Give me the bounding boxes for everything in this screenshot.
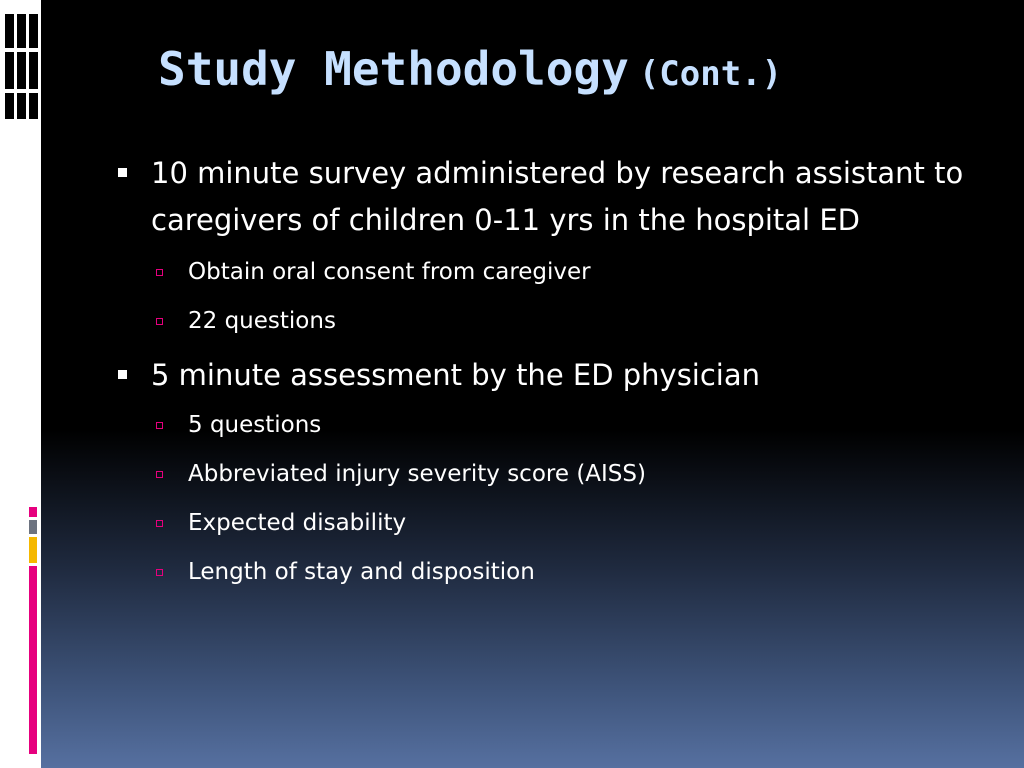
decorative-left-strip <box>0 0 41 768</box>
window-pane-decoration <box>17 52 26 89</box>
sub-bullet-text: 5 questions <box>188 412 322 438</box>
window-pane-decoration <box>5 52 14 89</box>
sub-bullet-square-icon <box>156 318 163 325</box>
bullet-list <box>118 150 978 597</box>
sub-bullet-text: Abbreviated injury severity score (AISS) <box>188 461 646 487</box>
sub-bullet-item <box>118 248 978 297</box>
window-pane-decoration <box>17 14 26 48</box>
sub-bullet-item <box>118 548 978 597</box>
sub-bullet-item <box>118 297 978 346</box>
sub-bullet-text: Expected disability <box>188 510 407 536</box>
window-pane-decoration <box>17 93 26 119</box>
sub-bullet-text: Length of stay and disposition <box>188 559 535 585</box>
sub-bullet-square-icon <box>156 269 163 276</box>
window-pane-decoration <box>29 52 38 89</box>
sub-bullet-square-icon <box>156 422 163 429</box>
accent-bar-pink <box>29 507 37 517</box>
window-pane-decoration <box>29 93 38 119</box>
sub-bullet-text: Obtain oral consent from caregiver <box>188 259 591 285</box>
sub-bullet-square-icon <box>156 569 163 576</box>
sub-bullet-square-icon <box>156 520 163 527</box>
bullet-square-icon <box>118 168 127 177</box>
slide-title-main: Study Methodology <box>158 42 629 96</box>
bullet-text: 10 minute survey administered by research assistant to caregivers of children 0-11 yrs in the hospital ED <box>151 156 964 237</box>
window-pane-decoration <box>5 93 14 119</box>
bullet-item <box>118 150 978 244</box>
sub-bullet-item <box>118 499 978 548</box>
sub-bullet-square-icon <box>156 471 163 478</box>
window-pane-decoration <box>29 14 38 48</box>
accent-bar-pink-long <box>29 566 37 754</box>
bullet-item <box>118 352 978 399</box>
sub-bullet-item <box>118 450 978 499</box>
sub-bullet-text: 22 questions <box>188 308 336 334</box>
bullet-square-icon <box>118 370 127 379</box>
sub-bullet-item <box>118 401 978 450</box>
accent-bar-gold <box>29 537 37 563</box>
slide-title <box>158 42 782 97</box>
bullet-text: 5 minute assessment by the ED physician <box>151 358 761 392</box>
accent-bar-gray <box>29 520 37 534</box>
slide-title-sub: (Cont.) <box>638 54 783 94</box>
window-pane-decoration <box>5 14 14 48</box>
